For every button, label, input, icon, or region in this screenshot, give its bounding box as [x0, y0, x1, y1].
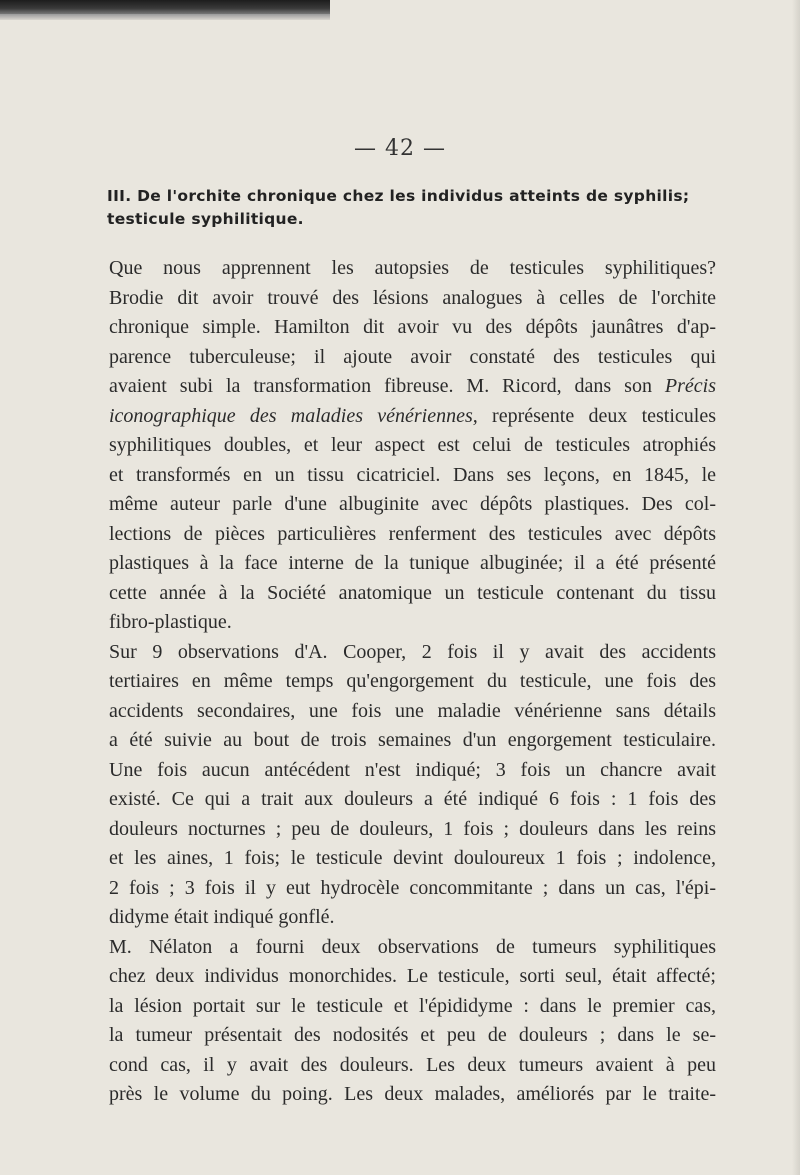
scan-border-top	[0, 0, 330, 14]
text-line: et les aines, 1 fois; le testicule devint douloureux 1 fois ; indolence,	[109, 847, 716, 869]
text-line: tertiaires en même temps qu'engorgement du testicule, une fois des	[109, 670, 716, 692]
scan-border-shadow	[0, 14, 330, 20]
text-line: fibro-plastique.	[109, 611, 232, 633]
text-line: cond cas, il y avait des douleurs. Les deux tumeurs avaient à peu	[109, 1053, 716, 1076]
body-text	[88, 254, 716, 1110]
text-fragment: avaient subi la transformation fibreuse. M. Ricord, dans son	[109, 375, 665, 397]
text-line: Brodie dit avoir trouvé des lésions analogues à celles de l'orchite	[109, 286, 716, 309]
text-line: accidents secondaires, une fois une maladie vénérienne sans détails	[109, 699, 716, 722]
text-line: existé. Ce qui a trait aux douleurs a été indiqué 6 fois : 1 fois des	[109, 788, 716, 810]
text-line: même auteur parle d'une albuginite avec dépôts plastiques. Des col-	[109, 493, 716, 515]
section-heading-line-1: III. De l'orchite chronique chez les individus atteints de syphilis;	[107, 187, 690, 205]
text-line: lections de pièces particulières renferment des testicules avec dépôts	[109, 522, 716, 545]
text-line: a été suivie au bout de trois semaines d'un engorgement testiculaire.	[109, 729, 716, 751]
text-line: cette année à la Société anatomique un testicule contenant du tissu	[109, 581, 716, 604]
text-line: près le volume du poing. Les deux malades, améliorés par le traite-	[109, 1083, 716, 1105]
text-line: chronique simple. Hamilton dit avoir vu des dépôts jaunâtres d'ap-	[109, 316, 716, 338]
text-line-with-title	[88, 372, 716, 402]
section-heading-line-2: testicule syphilitique.	[107, 210, 304, 228]
text-line: Sur 9 observations d'A. Cooper, 2 fois il y avait des accidents	[109, 640, 716, 663]
text-line: parence tuberculeuse; il ajoute avoir constaté des testicules qui	[109, 345, 716, 368]
text-fragment: représente deux testicules	[477, 404, 716, 427]
text-line: Une fois aucun antécédent n'est indiqué; 3 fois un chancre avait	[109, 758, 716, 781]
text-line-with-title	[88, 402, 716, 432]
text-line: la tumeur présentait des nodosités et peu de douleurs ; dans le se-	[109, 1024, 716, 1046]
section-heading	[107, 185, 707, 231]
book-title-part-2: iconographique des maladies vénériennes,	[109, 404, 478, 427]
text-line: syphilitiques doubles, et leur aspect est celui de testicules atrophiés	[109, 434, 716, 456]
paragraph-2	[88, 638, 716, 933]
text-line: douleurs nocturnes ; peu de douleurs, 1 fois ; douleurs dans les reins	[109, 817, 716, 840]
paragraph-3	[88, 933, 716, 1110]
page-edge	[792, 0, 800, 1175]
text-line: la lésion portait sur le testicule et l'épididyme : dans le premier cas,	[109, 994, 716, 1017]
text-line: et transformés en un tissu cicatriciel. Dans ses leçons, en 1845, le	[109, 463, 716, 486]
text-line: plastiques à la face interne de la tunique albuginée; il a été présenté	[109, 552, 716, 574]
text-line: didyme était indiqué gonflé.	[109, 906, 335, 928]
text-line: chez deux individus monorchides. Le testicule, sorti seul, était affecté;	[109, 965, 716, 987]
book-title-part-1: Précis	[664, 375, 716, 397]
text-line: 2 fois ; 3 fois il y eut hydrocèle concommitante ; dans un cas, l'épi-	[109, 876, 716, 899]
text-line: Que nous apprennent les autopsies de testicules syphilitiques?	[109, 257, 716, 279]
paragraph-1	[88, 254, 716, 638]
page-number: — 42 —	[354, 136, 446, 161]
text-line: M. Nélaton a fourni deux observations de tumeurs syphilitiques	[109, 935, 716, 958]
